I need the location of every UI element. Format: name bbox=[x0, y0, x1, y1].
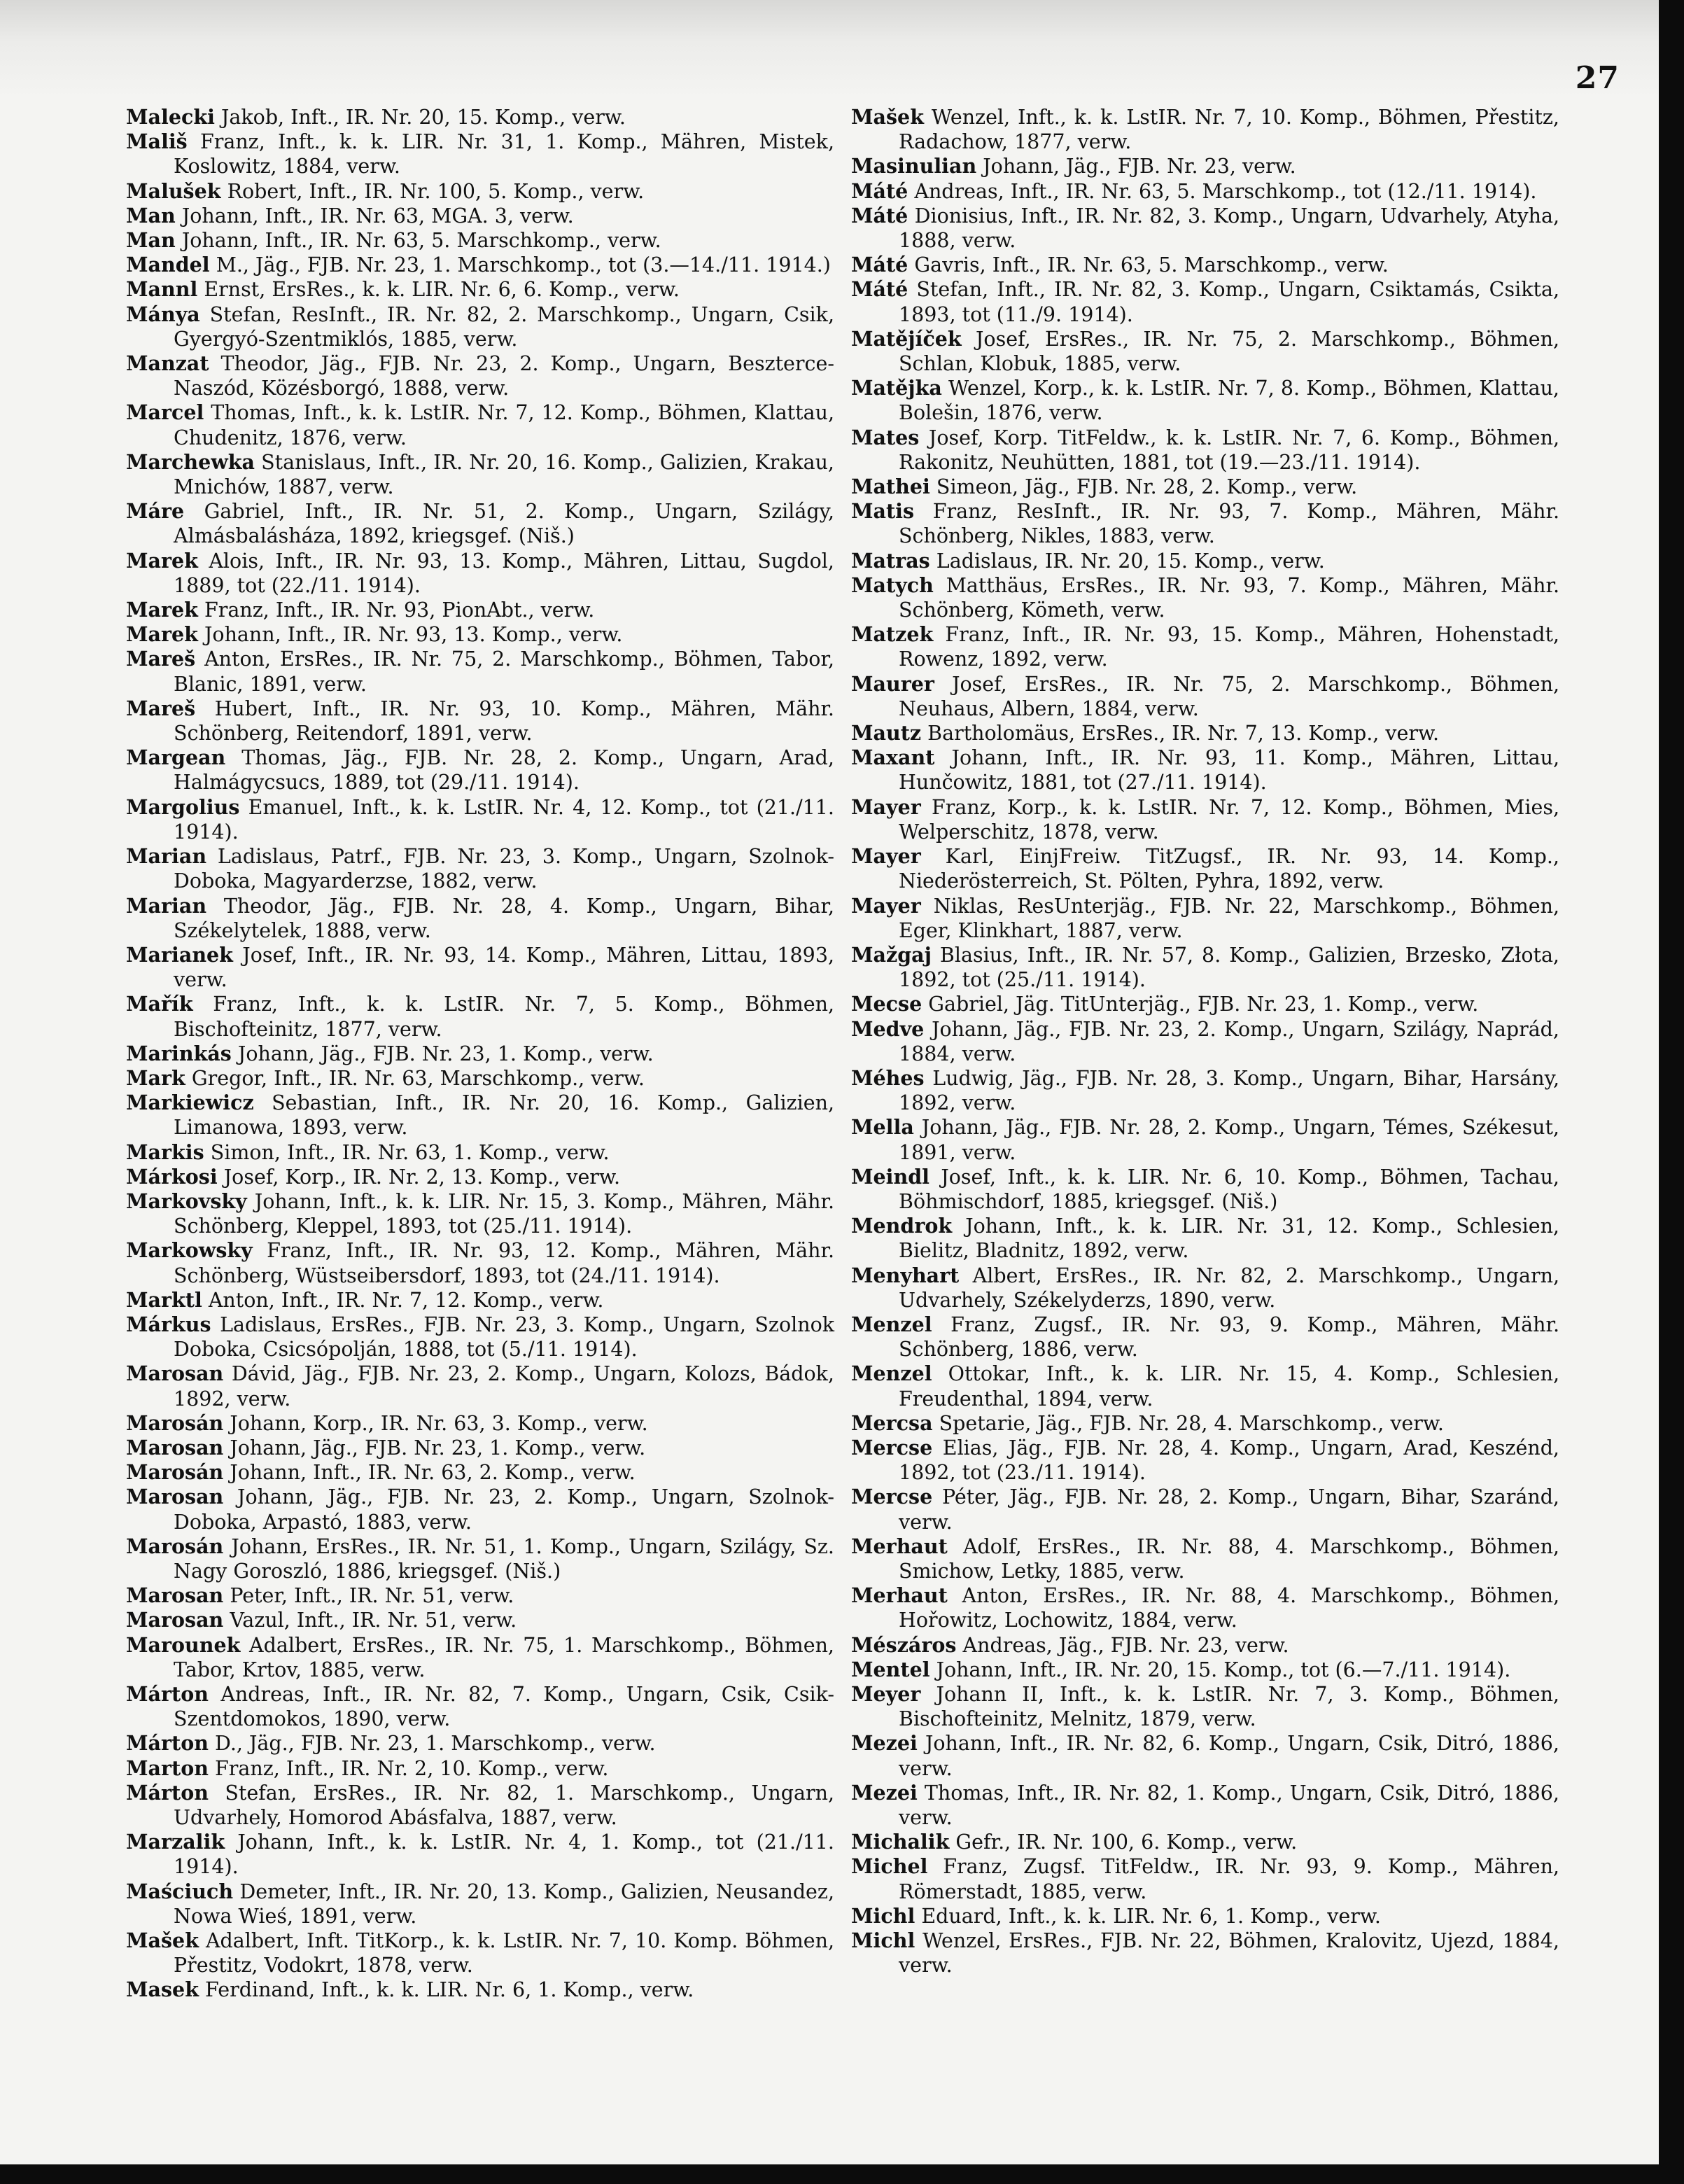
entry-details: Karl, EinjFreiw. TitZugsf., IR. Nr. 93, 14. Komp., Niederösterreich, St. Pölten, Pyhra, 1892, verw. bbox=[899, 845, 1559, 893]
entry-surname: Mašek bbox=[851, 105, 924, 129]
entry-details: Robert, Inft., IR. Nr. 100, 5. Komp., verw. bbox=[227, 179, 645, 203]
entry-surname: Marek bbox=[126, 598, 198, 622]
entry-details: Franz, Inft., IR. Nr. 2, 10. Komp., verw. bbox=[215, 1756, 609, 1780]
entry-surname: Masinulian bbox=[851, 154, 977, 178]
entry-details: Adalbert, ErsRes., IR. Nr. 75, 1. Marschkomp., Böhmen, Tabor, Krtov, 1885, verw. bbox=[174, 1633, 834, 1681]
entry-surname: Marktl bbox=[126, 1287, 202, 1312]
list-item bbox=[851, 105, 1559, 154]
entry-details: Matthäus, ErsRes., IR. Nr. 93, 7. Komp., Mähren, Mähr. Schönberg, Kömeth, verw. bbox=[899, 573, 1560, 622]
entry-details: Dionisius, Inft., IR. Nr. 82, 3. Komp., Ungarn, Udvarhely, Atyha, 1888, verw. bbox=[899, 204, 1560, 253]
list-item bbox=[851, 1731, 1559, 1780]
page-number: 27 bbox=[1575, 60, 1620, 96]
entry-surname: Mažgaj bbox=[851, 942, 932, 967]
entry-surname: Marosán bbox=[126, 1460, 224, 1485]
entry-details: Andreas, Inft., IR. Nr. 63, 5. Marschkomp., tot (12./11. 1914). bbox=[914, 179, 1537, 203]
list-item bbox=[851, 1485, 1559, 1534]
entry-surname: Marosan bbox=[126, 1485, 224, 1509]
list-item bbox=[851, 499, 1559, 548]
list-item bbox=[851, 1436, 1559, 1485]
entry-surname: Mayer bbox=[851, 844, 921, 869]
list-item bbox=[851, 1312, 1559, 1362]
entry-details: Johann, Inft., IR. Nr. 20, 15. Komp., tot (6.—7./11. 1914). bbox=[936, 1658, 1511, 1681]
entry-details: Thomas, Jäg., FJB. Nr. 28, 2. Komp., Ungarn, Arad, Halmágycsucs, 1889, tot (29./11. 1914). bbox=[174, 746, 834, 794]
list-item bbox=[126, 795, 834, 844]
list-item bbox=[126, 105, 834, 130]
entry-details: Spetarie, Jäg., FJB. Nr. 28, 4. Marschkomp., verw. bbox=[939, 1411, 1444, 1435]
entry-details: Stefan, ResInft., IR. Nr. 82, 2. Marschkomp., Ungarn, Csik, Gyergyó-Szentmiklós, 1885, verw. bbox=[174, 302, 835, 351]
list-item bbox=[851, 721, 1559, 746]
entry-surname: Márkus bbox=[126, 1312, 211, 1336]
entry-details: Franz, Inft., IR. Nr. 93, 15. Komp., Mähren, Hohenstadt, Rowenz, 1892, verw. bbox=[899, 623, 1559, 671]
entry-details: Johann, ErsRes., IR. Nr. 51, 1. Komp., Ungarn, Szilágy, Sz. Nagy Goroszló, 1886, kriegsgef. (Niš.) bbox=[174, 1534, 834, 1583]
entry-details: D., Jäg., FJB. Nr. 23, 1. Marschkomp., verw. bbox=[215, 1732, 656, 1756]
entry-details: Niklas, ResUnterjäg., FJB. Nr. 22, Marschkomp., Böhmen, Eger, Klinkhart, 1887, verw. bbox=[899, 894, 1560, 942]
list-item bbox=[851, 992, 1559, 1016]
entry-surname: Marchewka bbox=[126, 449, 255, 474]
list-item bbox=[851, 1830, 1559, 1854]
entry-details: Anton, ErsRes., IR. Nr. 75, 2. Marschkomp., Böhmen, Tabor, Blanic, 1891, verw. bbox=[174, 648, 834, 696]
list-item bbox=[126, 179, 834, 204]
entry-surname: Marosán bbox=[126, 1410, 224, 1435]
list-item bbox=[126, 1633, 834, 1682]
list-item bbox=[126, 696, 834, 746]
entry-surname: Márton bbox=[126, 1731, 209, 1756]
entry-details: Josef, ErsRes., IR. Nr. 75, 2. Marschkomp., Böhmen, Schlan, Klobuk, 1885, verw. bbox=[899, 327, 1560, 376]
entry-details: Johann, Jäg., FJB. Nr. 23, verw. bbox=[983, 155, 1296, 178]
list-item bbox=[126, 1460, 834, 1485]
entry-surname: Meindl bbox=[851, 1164, 929, 1189]
entry-surname: Marosan bbox=[126, 1583, 224, 1608]
entry-surname: Mathei bbox=[851, 475, 930, 499]
list-item bbox=[851, 179, 1559, 204]
entry-surname: Medve bbox=[851, 1016, 925, 1041]
entry-surname: Máté bbox=[851, 203, 908, 227]
entry-details: Johann, Inft., IR. Nr. 93, 11. Komp., Mähren, Littau, Hunčowitz, 1881, tot (27./11. 1914). bbox=[899, 746, 1560, 794]
list-item bbox=[851, 1658, 1559, 1682]
entry-surname: Markiewicz bbox=[126, 1091, 254, 1115]
entry-details: Josef, ErsRes., IR. Nr. 75, 2. Marschkomp., Böhmen, Neuhaus, Albern, 1884, verw. bbox=[899, 672, 1559, 720]
entry-surname: Matis bbox=[851, 499, 915, 524]
entry-surname: Malušek bbox=[126, 178, 221, 203]
entry-details: Gabriel, Inft., IR. Nr. 51, 2. Komp., Ungarn, Szilágy, Almásbalásháza, 1892, kriegsgef. (Niš.) bbox=[174, 500, 835, 548]
entry-details: Péter, Jäg., FJB. Nr. 28, 2. Komp., Ungarn, Bihar, Szaránd, verw. bbox=[899, 1485, 1559, 1534]
list-item bbox=[126, 1608, 834, 1632]
list-item bbox=[851, 376, 1559, 425]
list-item bbox=[851, 1264, 1559, 1312]
entry-details: Johann, Inft., IR. Nr. 63, 5. Marschkomp., verw. bbox=[181, 229, 661, 253]
entry-surname: Mészáros bbox=[851, 1632, 957, 1657]
list-item bbox=[126, 746, 834, 794]
entry-details: Alois, Inft., IR. Nr. 93, 13. Komp., Mähren, Littau, Sugdol, 1889, tot (22./11. 1914). bbox=[174, 549, 834, 597]
list-item bbox=[851, 1682, 1559, 1731]
list-item bbox=[126, 647, 834, 696]
entry-surname: Marek bbox=[126, 548, 198, 573]
entry-details: Theodor, Jäg., FJB. Nr. 28, 4. Komp., Ungarn, Bihar, Székelytelek, 1888, verw. bbox=[174, 894, 835, 942]
list-item bbox=[126, 1534, 834, 1583]
list-item bbox=[851, 622, 1559, 671]
list-item bbox=[126, 1362, 834, 1410]
list-item bbox=[851, 573, 1559, 622]
scan-edge-bottom bbox=[0, 2164, 1684, 2184]
entry-details: Johann II, Inft., k. k. LstIR. Nr. 7, 3. Komp., Böhmen, Bischofteinitz, Melnitz, 1879, verw. bbox=[899, 1683, 1559, 1731]
entry-surname: Man bbox=[126, 203, 176, 227]
entry-surname: Mánya bbox=[126, 302, 200, 326]
entry-details: Anton, ErsRes., IR. Nr. 88, 4. Marschkomp., Böhmen, Hořowitz, Lochowitz, 1884, verw. bbox=[899, 1584, 1560, 1632]
entry-details: Josef, Inft., IR. Nr. 93, 14. Komp., Mähren, Littau, 1893, verw. bbox=[174, 943, 835, 992]
entry-details: Sebastian, Inft., IR. Nr. 20, 16. Komp., Galizien, Limanowa, 1893, verw. bbox=[174, 1091, 835, 1140]
list-item bbox=[851, 1362, 1559, 1410]
entry-surname: Margean bbox=[126, 746, 226, 770]
entry-surname: Mandel bbox=[126, 253, 210, 277]
list-item bbox=[851, 1017, 1559, 1066]
list-item bbox=[126, 1682, 834, 1731]
list-item bbox=[126, 1042, 834, 1066]
list-item bbox=[126, 204, 834, 228]
list-item bbox=[126, 228, 834, 253]
entry-surname: Mecse bbox=[851, 992, 922, 1016]
entry-surname: Marinkás bbox=[126, 1041, 232, 1065]
entry-details: Stanislaus, Inft., IR. Nr. 20, 16. Komp., Galizien, Krakau, Mnichów, 1887, verw. bbox=[174, 450, 834, 499]
entry-surname: Méhes bbox=[851, 1065, 925, 1090]
entry-details: Hubert, Inft., IR. Nr. 93, 10. Komp., Mähren, Mähr. Schönberg, Reitendorf, 1891, verw. bbox=[174, 696, 834, 746]
list-item bbox=[851, 844, 1559, 893]
entry-surname: Mayer bbox=[851, 893, 921, 918]
entry-surname: Mannl bbox=[126, 277, 198, 302]
list-item bbox=[126, 1411, 834, 1436]
entry-details: Josef, Korp. TitFeldw., k. k. LstIR. Nr. 7, 6. Komp., Böhmen, Rakonitz, Neuhütten, 1881, tot (19.—23./11. 1914). bbox=[899, 426, 1560, 474]
entry-surname: Mareš bbox=[126, 696, 196, 720]
entry-details: Andreas, Jäg., FJB. Nr. 23, verw. bbox=[962, 1633, 1289, 1657]
list-item bbox=[851, 1411, 1559, 1436]
entry-details: Thomas, Inft., IR. Nr. 82, 1. Komp., Ungarn, Csik, Ditró, 1886, verw. bbox=[899, 1781, 1559, 1830]
list-item bbox=[851, 943, 1559, 992]
entry-details: Bartholomäus, ErsRes., IR. Nr. 7, 13. Komp., verw. bbox=[927, 722, 1440, 746]
entry-surname: Man bbox=[126, 228, 176, 253]
entry-details: Johann, Inft., IR. Nr. 63, MGA. 3, verw. bbox=[181, 204, 574, 227]
entry-details: Thomas, Inft., k. k. LstIR. Nr. 7, 12. Komp., Böhmen, Klattau, Chudenitz, 1876, verw. bbox=[174, 401, 834, 449]
list-item bbox=[851, 746, 1559, 794]
entry-details: Johann, Inft., k. k. LIR. Nr. 15, 3. Komp., Mähren, Mähr. Schönberg, Kleppel, 1893, tot (25./11. 1914). bbox=[174, 1189, 835, 1238]
entry-details: Johann, Inft., k. k. LstIR. Nr. 4, 1. Komp., tot (21./11. 1914). bbox=[174, 1830, 834, 1879]
entry-surname: Marosán bbox=[126, 1534, 224, 1558]
entry-surname: Michalik bbox=[851, 1830, 950, 1854]
entry-details: Franz, Zugsf., IR. Nr. 93, 9. Komp., Mähren, Mähr. Schönberg, 1886, verw. bbox=[899, 1312, 1560, 1362]
entry-details: Franz, Zugsf. TitFeldw., IR. Nr. 93, 9. Komp., Mähren, Römerstadt, 1885, verw. bbox=[899, 1855, 1559, 1903]
entry-surname: Marounek bbox=[126, 1632, 241, 1657]
entry-details: Ferdinand, Inft., k. k. LIR. Nr. 6, 1. Komp., verw. bbox=[205, 1978, 694, 2002]
entry-surname: Mercsa bbox=[851, 1410, 933, 1435]
list-item bbox=[851, 277, 1559, 326]
entry-details: Simon, Inft., IR. Nr. 63, 1. Komp., verw. bbox=[210, 1140, 610, 1164]
entry-details: Josef, Korp., IR. Nr. 2, 13. Komp., verw. bbox=[223, 1165, 621, 1189]
entry-surname: Máté bbox=[851, 253, 908, 277]
entry-details: Ladislaus, ErsRes., FJB. Nr. 23, 3. Komp., Ungarn, Szolnok Doboka, Csicsópolján, 1888, tot (5./11. 1914). bbox=[174, 1312, 834, 1362]
entry-surname: Menzel bbox=[851, 1312, 932, 1336]
entry-surname: Máté bbox=[851, 277, 908, 302]
entry-surname: Marosan bbox=[126, 1608, 224, 1632]
entry-surname: Maxant bbox=[851, 746, 935, 770]
list-item bbox=[126, 1756, 834, 1781]
list-item bbox=[851, 1214, 1559, 1263]
list-item bbox=[851, 426, 1559, 475]
list-item bbox=[126, 130, 834, 178]
entry-surname: Markowsky bbox=[126, 1238, 253, 1263]
entry-surname: Márkosi bbox=[126, 1164, 218, 1189]
list-item bbox=[126, 1436, 834, 1460]
entry-details: Jakob, Inft., IR. Nr. 20, 15. Komp., verw. bbox=[220, 106, 626, 129]
list-item bbox=[851, 1534, 1559, 1583]
entry-details: Demeter, Inft., IR. Nr. 20, 13. Komp., Galizien, Neusandez, Nowa Wieś, 1891, verw. bbox=[174, 1879, 835, 1928]
entry-details: Ottokar, Inft., k. k. LIR. Nr. 15, 4. Komp., Schlesien, Freudenthal, 1894, verw. bbox=[899, 1362, 1560, 1410]
entry-details: Ladislaus, Patrf., FJB. Nr. 23, 3. Komp., Ungarn, Szolnok-Doboka, Magyarderzse, 1882, verw. bbox=[174, 845, 835, 893]
list-item bbox=[126, 1830, 834, 1879]
entry-surname: Mark bbox=[126, 1065, 185, 1090]
list-item bbox=[851, 1115, 1559, 1164]
entry-details: Ladislaus, IR. Nr. 20, 15. Komp., verw. bbox=[936, 549, 1325, 573]
entry-details: Wenzel, Inft., k. k. LstIR. Nr. 7, 10. Komp., Böhmen, Přestitz, Radachow, 1877, verw. bbox=[899, 106, 1559, 154]
entry-details: Josef, Inft., k. k. LIR. Nr. 6, 10. Komp., Böhmen, Tachau, Böhmischdorf, 1885, kriegsgef. (Niš.) bbox=[899, 1165, 1559, 1213]
entry-details: M., Jäg., FJB. Nr. 23, 1. Marschkomp., tot (3.—14./11. 1914.) bbox=[216, 253, 831, 277]
scan-edge-right bbox=[1659, 0, 1684, 2184]
entry-details: Adalbert, Inft. TitKorp., k. k. LstIR. Nr. 7, 10. Komp. Böhmen, Přestitz, Vodokrt, 1878, verw. bbox=[174, 1929, 834, 1977]
list-item bbox=[126, 1485, 834, 1534]
list-item bbox=[851, 672, 1559, 721]
list-item bbox=[126, 622, 834, 647]
list-item bbox=[126, 844, 834, 893]
entry-surname: Mezei bbox=[851, 1780, 918, 1805]
entry-surname: Mezei bbox=[851, 1731, 918, 1756]
entry-details: Johann, Inft., k. k. LIR. Nr. 31, 12. Komp., Schlesien, Bielitz, Bladnitz, 1892, verw. bbox=[899, 1214, 1559, 1263]
list-item bbox=[851, 1928, 1559, 1977]
list-item bbox=[126, 549, 834, 598]
entry-surname: Mercse bbox=[851, 1435, 933, 1460]
entry-surname: Matzek bbox=[851, 622, 934, 647]
entry-surname: Markovsky bbox=[126, 1189, 247, 1213]
list-item bbox=[126, 1189, 834, 1238]
list-item bbox=[126, 943, 834, 992]
list-item bbox=[126, 1928, 834, 1977]
list-item bbox=[126, 1731, 834, 1756]
list-item bbox=[126, 1879, 834, 1928]
entry-details: Johann, Inft., IR. Nr. 93, 13. Komp., verw. bbox=[204, 623, 623, 647]
list-item bbox=[126, 598, 834, 622]
entry-surname: Meyer bbox=[851, 1682, 921, 1706]
entry-surname: Manzat bbox=[126, 351, 209, 376]
list-item bbox=[851, 154, 1559, 178]
right-column bbox=[851, 105, 1559, 1977]
entry-surname: Mališ bbox=[126, 130, 188, 154]
entry-details: Peter, Inft., IR. Nr. 51, verw. bbox=[230, 1584, 514, 1608]
list-item bbox=[851, 1904, 1559, 1928]
entry-details: Johann, Jäg., FJB. Nr. 23, 2. Komp., Ungarn, Szolnok-Doboka, Arpastó, 1883, verw. bbox=[174, 1485, 834, 1534]
entry-surname: Merhaut bbox=[851, 1583, 948, 1608]
list-item bbox=[851, 795, 1559, 844]
list-item bbox=[851, 1066, 1559, 1115]
list-item bbox=[126, 1781, 834, 1830]
list-item bbox=[851, 1165, 1559, 1214]
entry-details: Stefan, ErsRes., IR. Nr. 82, 1. Marschkomp., Ungarn, Udvarhely, Homorod Abásfalva, 1887, verw. bbox=[174, 1781, 835, 1830]
entry-surname: Malecki bbox=[126, 105, 215, 129]
entry-details: Johann, Korp., IR. Nr. 63, 3. Komp., verw. bbox=[230, 1411, 648, 1435]
list-item bbox=[851, 253, 1559, 277]
entry-details: Dávid, Jäg., FJB. Nr. 23, 2. Komp., Ungarn, Kolozs, Bádok, 1892, verw. bbox=[174, 1362, 834, 1410]
entry-surname: Marian bbox=[126, 893, 207, 918]
entry-details: Adolf, ErsRes., IR. Nr. 88, 4. Marschkomp., Böhmen, Smichow, Letky, 1885, verw. bbox=[899, 1534, 1559, 1583]
entry-details: Emanuel, Inft., k. k. LstIR. Nr. 4, 12. Komp., tot (21./11. 1914). bbox=[174, 795, 834, 844]
entry-surname: Máre bbox=[126, 499, 185, 524]
entry-surname: Matějka bbox=[851, 376, 942, 400]
entry-surname: Mentel bbox=[851, 1657, 930, 1681]
list-item bbox=[851, 1583, 1559, 1632]
list-item bbox=[126, 1977, 834, 2002]
entry-details: Simeon, Jäg., FJB. Nr. 28, 2. Komp., verw. bbox=[936, 475, 1358, 499]
entry-details: Elias, Jäg., FJB. Nr. 28, 4. Komp., Ungarn, Arad, Keszénd, 1892, tot (23./11. 1914). bbox=[899, 1436, 1559, 1485]
entry-details: Franz, Korp., k. k. LstIR. Nr. 7, 12. Komp., Böhmen, Mies, Welperschitz, 1878, verw. bbox=[899, 795, 1559, 844]
entry-surname: Marianek bbox=[126, 942, 233, 967]
entry-details: Franz, Inft., IR. Nr. 93, PionAbt., verw. bbox=[204, 598, 595, 622]
list-item bbox=[851, 1633, 1559, 1658]
list-item bbox=[126, 1091, 834, 1140]
entry-details: Ludwig, Jäg., FJB. Nr. 28, 3. Komp., Ungarn, Bihar, Harsány, 1892, verw. bbox=[899, 1066, 1560, 1115]
entry-details: Gregor, Inft., IR. Nr. 63, Marschkomp., verw. bbox=[191, 1066, 645, 1090]
entry-surname: Merhaut bbox=[851, 1534, 948, 1558]
entry-details: Johann, Jäg., FJB. Nr. 23, 1. Komp., verw. bbox=[230, 1436, 646, 1460]
entry-surname: Márton bbox=[126, 1780, 209, 1805]
entry-surname: Marian bbox=[126, 844, 207, 869]
entry-surname: Maściuch bbox=[126, 1879, 234, 1903]
left-column bbox=[126, 105, 834, 2003]
entry-details: Gabriel, Jäg. TitUnterjäg., FJB. Nr. 23, 1. Komp., verw. bbox=[928, 993, 1479, 1016]
list-item bbox=[126, 1312, 834, 1362]
entry-surname: Mendrok bbox=[851, 1214, 953, 1238]
list-item bbox=[126, 894, 834, 943]
entry-surname: Marek bbox=[126, 622, 198, 647]
entry-surname: Mella bbox=[851, 1115, 914, 1140]
entry-surname: Máté bbox=[851, 178, 908, 203]
list-item bbox=[851, 894, 1559, 943]
entry-surname: Michel bbox=[851, 1854, 928, 1879]
entry-details: Johann, Jäg., FJB. Nr. 28, 2. Komp., Ungarn, Témes, Székesut, 1891, verw. bbox=[899, 1116, 1559, 1164]
entry-details: Franz, Inft., k. k. LIR. Nr. 31, 1. Komp., Mähren, Mistek, Koslowitz, 1884, verw. bbox=[174, 130, 835, 178]
entry-surname: Marcel bbox=[126, 400, 204, 425]
entry-details: Andreas, Inft., IR. Nr. 82, 7. Komp., Ungarn, Csik, Csik-Szentdomokos, 1890, verw. bbox=[174, 1683, 834, 1731]
entry-surname: Markis bbox=[126, 1140, 204, 1164]
entry-surname: Mautz bbox=[851, 721, 922, 746]
entry-surname: Maurer bbox=[851, 671, 934, 696]
entry-surname: Matych bbox=[851, 573, 934, 597]
list-item bbox=[126, 277, 834, 302]
entry-surname: Michl bbox=[851, 1928, 915, 1953]
entry-details: Gefr., IR. Nr. 100, 6. Komp., verw. bbox=[955, 1830, 1298, 1854]
list-item bbox=[126, 400, 834, 449]
entry-surname: Matras bbox=[851, 548, 930, 573]
list-item bbox=[851, 327, 1559, 376]
entry-surname: Mayer bbox=[851, 794, 921, 819]
list-item bbox=[126, 1288, 834, 1312]
entry-details: Wenzel, Korp., k. k. LstIR. Nr. 7, 8. Komp., Böhmen, Klattau, Bolešin, 1876, verw. bbox=[899, 377, 1559, 425]
entry-surname: Márton bbox=[126, 1682, 209, 1706]
list-item bbox=[851, 204, 1559, 253]
list-item bbox=[126, 1066, 834, 1091]
list-item bbox=[126, 253, 834, 277]
entry-surname: Masek bbox=[126, 1977, 199, 2002]
list-item bbox=[126, 351, 834, 400]
list-item bbox=[851, 549, 1559, 573]
list-item bbox=[126, 1140, 834, 1165]
entry-surname: Mercse bbox=[851, 1485, 933, 1509]
entry-surname: Mařík bbox=[126, 992, 193, 1016]
entry-details: Franz, ResInft., IR. Nr. 93, 7. Komp., Mähren, Mähr. Schönberg, Nikles, 1883, verw. bbox=[899, 500, 1559, 548]
list-item bbox=[126, 992, 834, 1041]
list-item bbox=[851, 475, 1559, 499]
entry-details: Franz, Inft., IR. Nr. 93, 12. Komp., Mähren, Mähr. Schönberg, Wüstseibersdorf, 1893, tot (24./11. 1914). bbox=[174, 1239, 835, 1287]
entry-details: Eduard, Inft., k. k. LIR. Nr. 6, 1. Komp., verw. bbox=[921, 1904, 1381, 1928]
entry-surname: Marosan bbox=[126, 1362, 224, 1386]
entry-details: Vazul, Inft., IR. Nr. 51, verw. bbox=[230, 1609, 517, 1632]
entry-details: Franz, Inft., k. k. LstIR. Nr. 7, 5. Komp., Böhmen, Bischofteinitz, 1877, verw. bbox=[174, 993, 834, 1041]
entry-details: Albert, ErsRes., IR. Nr. 82, 2. Marschkomp., Ungarn, Udvarhely, Székelyderzs, 1890, verw. bbox=[899, 1264, 1559, 1312]
entry-surname: Michl bbox=[851, 1903, 915, 1928]
entry-details: Theodor, Jäg., FJB. Nr. 23, 2. Komp., Ungarn, Beszterce-Naszód, Közésborgó, 1888, verw. bbox=[174, 352, 834, 400]
entry-surname: Matějíček bbox=[851, 326, 962, 351]
entry-surname: Marzalik bbox=[126, 1830, 225, 1854]
list-item bbox=[126, 450, 834, 499]
list-item bbox=[126, 1583, 834, 1608]
list-item bbox=[126, 499, 834, 548]
entry-surname: Margolius bbox=[126, 794, 240, 819]
entry-details: Blasius, Inft., IR. Nr. 57, 8. Komp., Galizien, Brzesko, Złota, 1892, tot (25./11. 1914). bbox=[899, 943, 1559, 992]
entry-surname: Mates bbox=[851, 425, 920, 449]
entry-surname: Menzel bbox=[851, 1362, 932, 1386]
entry-details: Johann, Inft., IR. Nr. 63, 2. Komp., verw. bbox=[230, 1461, 636, 1485]
list-item bbox=[851, 1781, 1559, 1830]
entry-details: Johann, Jäg., FJB. Nr. 23, 1. Komp., verw. bbox=[237, 1042, 654, 1065]
entry-surname: Mareš bbox=[126, 647, 196, 671]
list-item bbox=[126, 1165, 834, 1189]
list-item bbox=[126, 1238, 834, 1287]
list-item bbox=[126, 302, 834, 351]
entry-surname: Mašek bbox=[126, 1928, 199, 1953]
list-item bbox=[851, 1854, 1559, 1903]
entry-details: Ernst, ErsRes., k. k. LIR. Nr. 6, 6. Komp., verw. bbox=[204, 278, 680, 302]
entry-details: Wenzel, ErsRes., FJB. Nr. 22, Böhmen, Kralovitz, Ujezd, 1884, verw. bbox=[899, 1929, 1559, 1977]
entry-details: Gavris, Inft., IR. Nr. 63, 5. Marschkomp., verw. bbox=[914, 253, 1389, 277]
entry-surname: Menyhart bbox=[851, 1263, 960, 1287]
entry-details: Johann, Jäg., FJB. Nr. 23, 2. Komp., Ungarn, Szilágy, Naprád, 1884, verw. bbox=[899, 1017, 1559, 1065]
entry-details: Anton, Inft., IR. Nr. 7, 12. Komp., verw. bbox=[208, 1288, 604, 1312]
entry-surname: Marosan bbox=[126, 1435, 224, 1460]
entry-details: Johann, Inft., IR. Nr. 82, 6. Komp., Ungarn, Csik, Ditró, 1886, verw. bbox=[899, 1732, 1559, 1780]
entry-surname: Marton bbox=[126, 1756, 209, 1780]
entry-details: Stefan, Inft., IR. Nr. 82, 3. Komp., Ungarn, Csiktamás, Csikta, 1893, tot (11./9. 1914). bbox=[899, 278, 1559, 326]
